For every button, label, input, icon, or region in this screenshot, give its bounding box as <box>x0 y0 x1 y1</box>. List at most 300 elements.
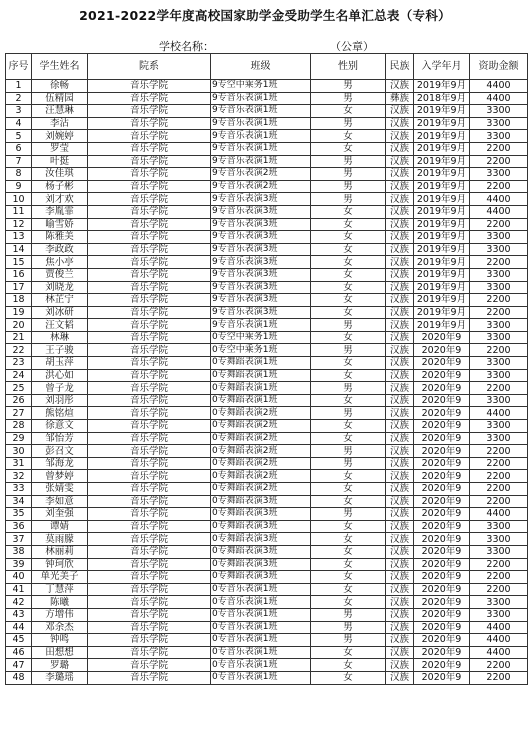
cell-enrollment-date: 2020年9 <box>414 432 470 445</box>
cell-ethnicity: 汉族 <box>386 646 414 659</box>
table-row <box>6 382 528 395</box>
cell-class: 0专舞蹈表演3班 <box>211 508 311 521</box>
table-row <box>6 369 528 382</box>
cell-student-name: 焦小亭 <box>32 256 88 269</box>
cell-enrollment-date: 2019年9月 <box>414 130 470 143</box>
cell-class: 9专音乐表演3班 <box>211 281 311 294</box>
cell-ethnicity: 汉族 <box>386 231 414 244</box>
cell-enrollment-date: 2020年9 <box>414 533 470 546</box>
cell-aid-amount: 3300 <box>470 331 528 344</box>
cell-class: 0专音乐表演1班 <box>211 646 311 659</box>
cell-aid-amount: 3300 <box>470 231 528 244</box>
header-student-name: 学生姓名 <box>32 54 88 80</box>
cell-index: 46 <box>6 646 32 659</box>
cell-class: 9专音乐表演3班 <box>211 193 311 206</box>
cell-class: 9专音乐表演3班 <box>211 218 311 231</box>
table-row <box>6 331 528 344</box>
cell-department: 音乐学院 <box>88 142 211 155</box>
cell-gender: 女 <box>311 218 386 231</box>
cell-department: 音乐学院 <box>88 583 211 596</box>
cell-department: 音乐学院 <box>88 382 211 395</box>
cell-enrollment-date: 2019年9月 <box>414 306 470 319</box>
cell-enrollment-date: 2020年9 <box>414 457 470 470</box>
cell-department: 音乐学院 <box>88 671 211 684</box>
cell-enrollment-date: 2019年9月 <box>414 256 470 269</box>
cell-aid-amount: 3300 <box>470 608 528 621</box>
cell-aid-amount: 3300 <box>470 533 528 546</box>
cell-department: 音乐学院 <box>88 432 211 445</box>
cell-aid-amount: 2200 <box>470 294 528 307</box>
cell-class: 9专音乐表演1班 <box>211 117 311 130</box>
cell-class: 9专音乐表演1班 <box>211 142 311 155</box>
cell-aid-amount: 3300 <box>470 520 528 533</box>
cell-student-name: 汪文韬 <box>32 319 88 332</box>
cell-class: 9专音乐表演1班 <box>211 92 311 105</box>
cell-index: 24 <box>6 369 32 382</box>
cell-student-name: 李政政 <box>32 243 88 256</box>
cell-gender: 女 <box>311 294 386 307</box>
cell-aid-amount: 2200 <box>470 344 528 357</box>
header-department: 院系 <box>88 54 211 80</box>
cell-aid-amount: 3300 <box>470 420 528 433</box>
cell-ethnicity: 汉族 <box>386 495 414 508</box>
cell-gender: 女 <box>311 470 386 483</box>
cell-gender: 男 <box>311 407 386 420</box>
table-row <box>6 646 528 659</box>
cell-department: 音乐学院 <box>88 92 211 105</box>
cell-ethnicity: 彝族 <box>386 92 414 105</box>
cell-student-name: 刘奎强 <box>32 508 88 521</box>
cell-gender: 女 <box>311 243 386 256</box>
cell-student-name: 刘羽彤 <box>32 394 88 407</box>
cell-enrollment-date: 2019年9月 <box>414 117 470 130</box>
cell-class: 0专舞蹈表演3班 <box>211 520 311 533</box>
cell-aid-amount: 3300 <box>470 268 528 281</box>
cell-aid-amount: 4400 <box>470 407 528 420</box>
table-row <box>6 558 528 571</box>
cell-gender: 女 <box>311 256 386 269</box>
cell-index: 22 <box>6 344 32 357</box>
cell-index: 35 <box>6 508 32 521</box>
cell-index: 31 <box>6 457 32 470</box>
cell-ethnicity: 汉族 <box>386 407 414 420</box>
cell-class: 9专音乐表演3班 <box>211 231 311 244</box>
cell-class: 0专舞蹈表演1班 <box>211 394 311 407</box>
table-row <box>6 420 528 433</box>
cell-ethnicity: 汉族 <box>386 659 414 672</box>
table-row <box>6 621 528 634</box>
cell-ethnicity: 汉族 <box>386 533 414 546</box>
cell-gender: 女 <box>311 231 386 244</box>
cell-aid-amount: 2200 <box>470 583 528 596</box>
cell-aid-amount: 3300 <box>470 105 528 118</box>
cell-enrollment-date: 2020年9 <box>414 394 470 407</box>
cell-index: 26 <box>6 394 32 407</box>
cell-gender: 女 <box>311 142 386 155</box>
cell-gender: 女 <box>311 520 386 533</box>
cell-enrollment-date: 2019年9月 <box>414 319 470 332</box>
cell-enrollment-date: 2020年9 <box>414 508 470 521</box>
cell-aid-amount: 4400 <box>470 646 528 659</box>
cell-aid-amount: 2200 <box>470 445 528 458</box>
cell-ethnicity: 汉族 <box>386 621 414 634</box>
cell-department: 音乐学院 <box>88 80 211 93</box>
table-row <box>6 533 528 546</box>
cell-gender: 女 <box>311 394 386 407</box>
cell-department: 音乐学院 <box>88 306 211 319</box>
cell-gender: 男 <box>311 193 386 206</box>
cell-class: 9专音乐表演3班 <box>211 294 311 307</box>
cell-department: 音乐学院 <box>88 130 211 143</box>
cell-student-name: 方增伟 <box>32 608 88 621</box>
cell-student-name: 罗莹 <box>32 142 88 155</box>
table-row <box>6 180 528 193</box>
cell-aid-amount: 2200 <box>470 256 528 269</box>
cell-ethnicity: 汉族 <box>386 331 414 344</box>
cell-index: 1 <box>6 80 32 93</box>
header-gender: 性别 <box>311 54 386 80</box>
table-row <box>6 243 528 256</box>
cell-ethnicity: 汉族 <box>386 583 414 596</box>
cell-enrollment-date: 2020年9 <box>414 331 470 344</box>
cell-gender: 女 <box>311 533 386 546</box>
cell-class: 9专音乐表演3班 <box>211 243 311 256</box>
cell-class: 0专音乐表演1班 <box>211 583 311 596</box>
cell-aid-amount: 3300 <box>470 545 528 558</box>
cell-ethnicity: 汉族 <box>386 596 414 609</box>
cell-gender: 男 <box>311 155 386 168</box>
cell-gender: 女 <box>311 432 386 445</box>
cell-class: 9专音乐表演3班 <box>211 205 311 218</box>
table-row <box>6 231 528 244</box>
cell-index: 37 <box>6 533 32 546</box>
cell-class: 9专空中乘务1班 <box>211 80 311 93</box>
cell-student-name: 刘才欢 <box>32 193 88 206</box>
cell-index: 44 <box>6 621 32 634</box>
cell-ethnicity: 汉族 <box>386 256 414 269</box>
cell-student-name: 喻雪娇 <box>32 218 88 231</box>
cell-ethnicity: 汉族 <box>386 344 414 357</box>
header-ethnicity: 民族 <box>386 54 414 80</box>
cell-ethnicity: 汉族 <box>386 432 414 445</box>
cell-enrollment-date: 2020年9 <box>414 621 470 634</box>
cell-gender: 男 <box>311 92 386 105</box>
cell-enrollment-date: 2019年9月 <box>414 80 470 93</box>
cell-student-name: 贾俊兰 <box>32 268 88 281</box>
cell-department: 音乐学院 <box>88 621 211 634</box>
cell-aid-amount: 3300 <box>470 281 528 294</box>
cell-class: 0专音乐表演1班 <box>211 659 311 672</box>
cell-department: 音乐学院 <box>88 344 211 357</box>
cell-class: 0专舞蹈表演3班 <box>211 571 311 584</box>
cell-class: 0专音乐表演1班 <box>211 671 311 684</box>
cell-ethnicity: 汉族 <box>386 105 414 118</box>
cell-gender: 女 <box>311 671 386 684</box>
cell-student-name: 林琳 <box>32 331 88 344</box>
cell-student-name: 徐意文 <box>32 420 88 433</box>
cell-index: 21 <box>6 331 32 344</box>
cell-ethnicity: 汉族 <box>386 545 414 558</box>
cell-aid-amount: 3300 <box>470 168 528 181</box>
cell-index: 20 <box>6 319 32 332</box>
cell-department: 音乐学院 <box>88 457 211 470</box>
cell-ethnicity: 汉族 <box>386 520 414 533</box>
cell-department: 音乐学院 <box>88 168 211 181</box>
cell-department: 音乐学院 <box>88 105 211 118</box>
cell-class: 0专舞蹈表演3班 <box>211 533 311 546</box>
table-row <box>6 483 528 496</box>
cell-gender: 男 <box>311 344 386 357</box>
cell-index: 9 <box>6 180 32 193</box>
cell-index: 39 <box>6 558 32 571</box>
cell-enrollment-date: 2020年9 <box>414 344 470 357</box>
table-row <box>6 256 528 269</box>
cell-department: 音乐学院 <box>88 180 211 193</box>
cell-class: 0专舞蹈表演1班 <box>211 357 311 370</box>
cell-index: 8 <box>6 168 32 181</box>
cell-index: 38 <box>6 545 32 558</box>
cell-student-name: 陈雅美 <box>32 231 88 244</box>
cell-class: 0专舞蹈表演2班 <box>211 457 311 470</box>
cell-student-name: 洪心如 <box>32 369 88 382</box>
cell-student-name: 张婧雯 <box>32 483 88 496</box>
cell-ethnicity: 汉族 <box>386 357 414 370</box>
cell-ethnicity: 汉族 <box>386 306 414 319</box>
cell-ethnicity: 汉族 <box>386 130 414 143</box>
cell-department: 音乐学院 <box>88 319 211 332</box>
cell-class: 9专音乐表演3班 <box>211 268 311 281</box>
cell-aid-amount: 3300 <box>470 596 528 609</box>
cell-index: 23 <box>6 357 32 370</box>
cell-student-name: 刘婉婷 <box>32 130 88 143</box>
cell-aid-amount: 2200 <box>470 306 528 319</box>
cell-ethnicity: 汉族 <box>386 205 414 218</box>
cell-department: 音乐学院 <box>88 256 211 269</box>
cell-student-name: 彭召文 <box>32 445 88 458</box>
official-seal-label: （公章） <box>330 40 374 53</box>
cell-ethnicity: 汉族 <box>386 294 414 307</box>
cell-department: 音乐学院 <box>88 369 211 382</box>
table-row <box>6 445 528 458</box>
table-row <box>6 457 528 470</box>
cell-aid-amount: 4400 <box>470 205 528 218</box>
cell-aid-amount: 2200 <box>470 142 528 155</box>
cell-index: 33 <box>6 483 32 496</box>
cell-aid-amount: 2200 <box>470 571 528 584</box>
table-header-row <box>6 54 528 80</box>
header-enrollment-date: 入学年月 <box>414 54 470 80</box>
cell-aid-amount: 2200 <box>470 558 528 571</box>
cell-class: 0专舞蹈表演3班 <box>211 545 311 558</box>
header-aid-amount: 资助金额 <box>470 54 528 80</box>
cell-class: 9专音乐表演3班 <box>211 256 311 269</box>
cell-index: 25 <box>6 382 32 395</box>
table-row <box>6 117 528 130</box>
cell-index: 41 <box>6 583 32 596</box>
cell-enrollment-date: 2020年9 <box>414 369 470 382</box>
cell-class: 9专音乐表演1班 <box>211 319 311 332</box>
cell-enrollment-date: 2020年9 <box>414 520 470 533</box>
cell-department: 音乐学院 <box>88 508 211 521</box>
table-row <box>6 571 528 584</box>
cell-class: 0专音乐表演1班 <box>211 596 311 609</box>
cell-student-name: 刘晓龙 <box>32 281 88 294</box>
cell-gender: 女 <box>311 558 386 571</box>
table-row <box>6 634 528 647</box>
cell-student-name: 李沾 <box>32 117 88 130</box>
cell-department: 音乐学院 <box>88 394 211 407</box>
cell-gender: 女 <box>311 130 386 143</box>
cell-student-name: 单光美子 <box>32 571 88 584</box>
cell-enrollment-date: 2019年9月 <box>414 281 470 294</box>
cell-enrollment-date: 2020年9 <box>414 571 470 584</box>
cell-class: 0专舞蹈表演2班 <box>211 420 311 433</box>
cell-department: 音乐学院 <box>88 420 211 433</box>
cell-aid-amount: 2200 <box>470 495 528 508</box>
cell-gender: 女 <box>311 369 386 382</box>
cell-gender: 男 <box>311 634 386 647</box>
cell-department: 音乐学院 <box>88 331 211 344</box>
cell-gender: 男 <box>311 180 386 193</box>
cell-ethnicity: 汉族 <box>386 243 414 256</box>
cell-index: 29 <box>6 432 32 445</box>
cell-enrollment-date: 2020年9 <box>414 495 470 508</box>
cell-gender: 女 <box>311 495 386 508</box>
cell-ethnicity: 汉族 <box>386 420 414 433</box>
cell-index: 6 <box>6 142 32 155</box>
table-row <box>6 193 528 206</box>
cell-student-name: 李如意 <box>32 495 88 508</box>
cell-ethnicity: 汉族 <box>386 608 414 621</box>
table-row <box>6 508 528 521</box>
cell-gender: 女 <box>311 596 386 609</box>
cell-class: 0专音乐表演1班 <box>211 621 311 634</box>
cell-department: 音乐学院 <box>88 407 211 420</box>
cell-class: 0专空中乘务1班 <box>211 344 311 357</box>
cell-aid-amount: 3300 <box>470 394 528 407</box>
cell-ethnicity: 汉族 <box>386 193 414 206</box>
cell-department: 音乐学院 <box>88 533 211 546</box>
document-title: 2021-2022学年度高校国家助学金受助学生名单汇总表（专科） <box>79 8 451 23</box>
school-line <box>0 38 530 52</box>
cell-student-name: 曾梦婷 <box>32 470 88 483</box>
cell-gender: 女 <box>311 331 386 344</box>
table-row <box>6 218 528 231</box>
cell-index: 16 <box>6 268 32 281</box>
cell-enrollment-date: 2020年9 <box>414 671 470 684</box>
cell-class: 0专舞蹈表演1班 <box>211 369 311 382</box>
cell-student-name: 汝佳琪 <box>32 168 88 181</box>
cell-student-name: 李璐瑶 <box>32 671 88 684</box>
cell-class: 0专空中乘务1班 <box>211 331 311 344</box>
cell-student-name: 邹怡芳 <box>32 432 88 445</box>
cell-enrollment-date: 2020年9 <box>414 545 470 558</box>
cell-ethnicity: 汉族 <box>386 281 414 294</box>
cell-student-name: 李胤霏 <box>32 205 88 218</box>
cell-index: 45 <box>6 634 32 647</box>
cell-student-name: 钟珂欣 <box>32 558 88 571</box>
cell-department: 音乐学院 <box>88 243 211 256</box>
cell-department: 音乐学院 <box>88 608 211 621</box>
cell-ethnicity: 汉族 <box>386 268 414 281</box>
table-row <box>6 671 528 684</box>
cell-student-name: 熊铭煊 <box>32 407 88 420</box>
table-row <box>6 155 528 168</box>
cell-department: 音乐学院 <box>88 205 211 218</box>
cell-aid-amount: 3300 <box>470 130 528 143</box>
cell-class: 9专音乐表演3班 <box>211 306 311 319</box>
cell-gender: 女 <box>311 205 386 218</box>
cell-gender: 女 <box>311 306 386 319</box>
cell-index: 40 <box>6 571 32 584</box>
cell-department: 音乐学院 <box>88 357 211 370</box>
table-row <box>6 357 528 370</box>
cell-department: 音乐学院 <box>88 659 211 672</box>
cell-gender: 男 <box>311 168 386 181</box>
cell-enrollment-date: 2019年9月 <box>414 243 470 256</box>
cell-aid-amount: 4400 <box>470 621 528 634</box>
cell-enrollment-date: 2020年9 <box>414 646 470 659</box>
cell-gender: 男 <box>311 508 386 521</box>
cell-enrollment-date: 2019年9月 <box>414 205 470 218</box>
table-row <box>6 105 528 118</box>
cell-ethnicity: 汉族 <box>386 218 414 231</box>
cell-ethnicity: 汉族 <box>386 671 414 684</box>
cell-department: 音乐学院 <box>88 470 211 483</box>
table-row <box>6 659 528 672</box>
cell-index: 17 <box>6 281 32 294</box>
cell-aid-amount: 4400 <box>470 193 528 206</box>
cell-ethnicity: 汉族 <box>386 369 414 382</box>
cell-student-name: 杨子彬 <box>32 180 88 193</box>
cell-student-name: 曾子龙 <box>32 382 88 395</box>
table-row <box>6 205 528 218</box>
cell-class: 0专舞蹈表演3班 <box>211 558 311 571</box>
cell-gender: 女 <box>311 571 386 584</box>
cell-enrollment-date: 2020年9 <box>414 445 470 458</box>
cell-student-name: 罗璐 <box>32 659 88 672</box>
cell-enrollment-date: 2020年9 <box>414 608 470 621</box>
cell-department: 音乐学院 <box>88 268 211 281</box>
cell-index: 12 <box>6 218 32 231</box>
cell-class: 0专音乐表演1班 <box>211 608 311 621</box>
cell-index: 5 <box>6 130 32 143</box>
cell-department: 音乐学院 <box>88 231 211 244</box>
cell-ethnicity: 汉族 <box>386 117 414 130</box>
table-row <box>6 168 528 181</box>
cell-enrollment-date: 2019年9月 <box>414 231 470 244</box>
cell-index: 10 <box>6 193 32 206</box>
table-row <box>6 432 528 445</box>
cell-ethnicity: 汉族 <box>386 180 414 193</box>
cell-gender: 女 <box>311 268 386 281</box>
header-class: 班级 <box>211 54 311 80</box>
table-row <box>6 281 528 294</box>
cell-index: 27 <box>6 407 32 420</box>
cell-gender: 男 <box>311 457 386 470</box>
recipient-table <box>5 53 528 685</box>
cell-index: 4 <box>6 117 32 130</box>
cell-ethnicity: 汉族 <box>386 319 414 332</box>
cell-aid-amount: 4400 <box>470 634 528 647</box>
cell-ethnicity: 汉族 <box>386 483 414 496</box>
cell-gender: 女 <box>311 583 386 596</box>
cell-enrollment-date: 2020年9 <box>414 470 470 483</box>
cell-enrollment-date: 2019年9月 <box>414 218 470 231</box>
cell-class: 9专音乐表演1班 <box>211 105 311 118</box>
cell-index: 14 <box>6 243 32 256</box>
cell-student-name: 邹海龙 <box>32 457 88 470</box>
